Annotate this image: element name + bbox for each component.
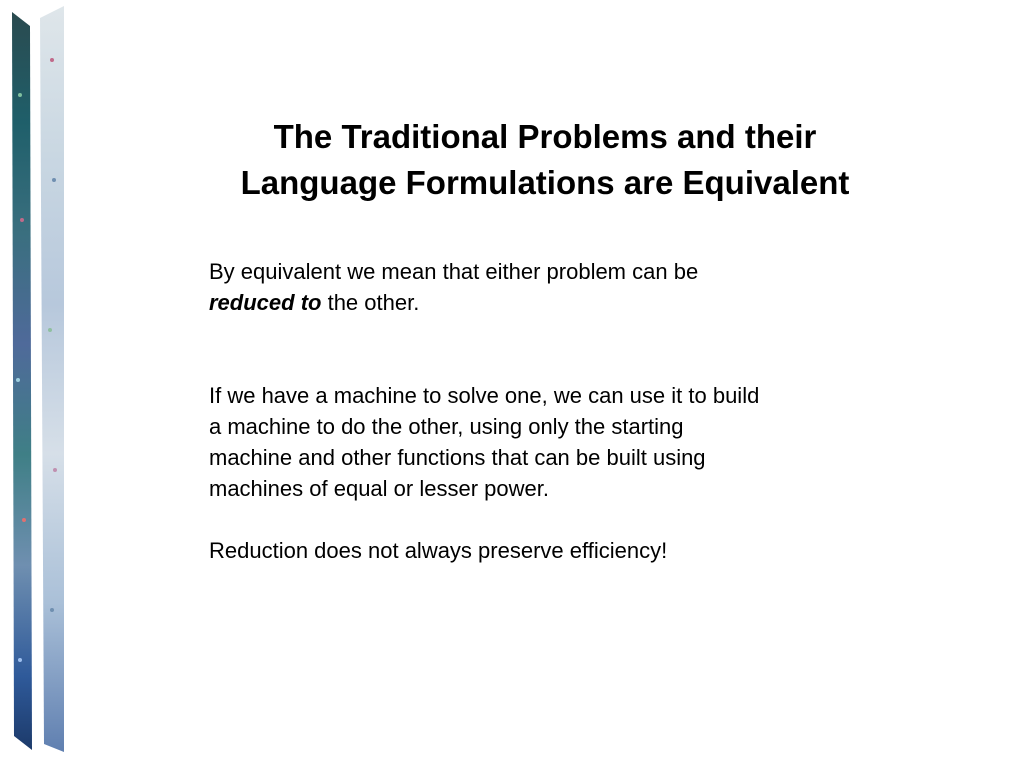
slide-body: [209, 256, 909, 566]
strip-speck: [20, 218, 24, 222]
paragraph-line: machine and other functions that can be built using: [209, 445, 706, 470]
strip-speck: [50, 58, 54, 62]
paragraph-line: a machine to do the other, using only the starting: [209, 414, 684, 439]
title-line: Language Formulations are Equivalent: [240, 164, 850, 201]
slide-title: [180, 114, 910, 206]
paragraph-conclusion: Reduction does not always preserve efficiency!: [209, 538, 668, 563]
strip-speck: [48, 328, 52, 332]
paragraph-explanation: [209, 380, 909, 504]
paragraph-definition: [209, 256, 909, 318]
title-line: The Traditional Problems and their: [273, 118, 817, 155]
emphasis-text: reduced to: [209, 290, 322, 315]
strip-light-band: [40, 6, 64, 752]
paragraph-line: If we have a machine to solve one, we can use it to build: [209, 383, 760, 408]
strip-speck: [22, 518, 26, 522]
strip-speck: [18, 658, 22, 662]
paragraph-line: machines of equal or lesser power.: [209, 476, 549, 501]
decorative-side-strip: [0, 0, 80, 768]
strip-speck: [18, 93, 22, 97]
strip-speck: [52, 178, 56, 182]
strip-speck: [16, 378, 20, 382]
paragraph-text: By equivalent we mean that either problem can be: [209, 259, 699, 284]
strip-speck: [50, 608, 54, 612]
paragraph-text: the other.: [321, 290, 420, 315]
strip-speck: [53, 468, 57, 472]
strip-dark-band: [12, 12, 32, 750]
